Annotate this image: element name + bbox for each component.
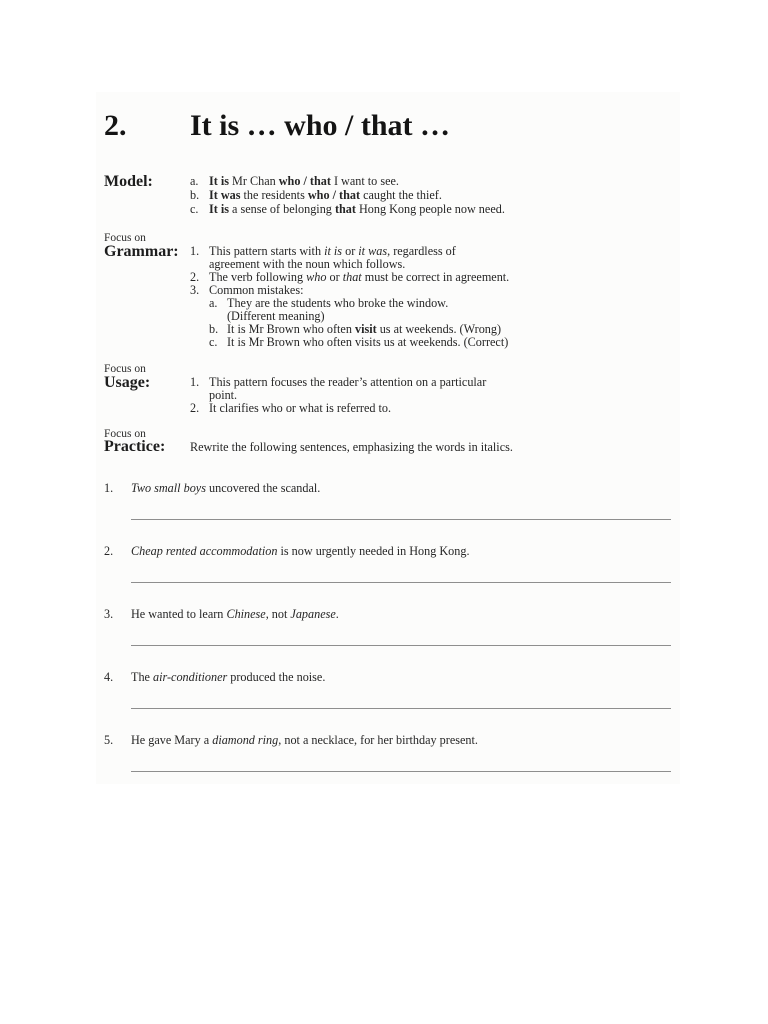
answer-input-3[interactable] [131,626,671,644]
grammar-subline [209,336,508,349]
emphasis-italic: Two small boys [131,481,206,495]
answer-line [131,582,671,583]
text-run: Mr Chan [228,174,279,188]
grammar-subline-marker: c. [209,335,218,349]
text-run: is now urgently needed in Hong Kong. [277,544,470,558]
text-run: (Different meaning) [227,309,325,323]
emphasis-italic: it is [324,244,343,258]
model-label: Model: [104,173,153,190]
answer-line [131,519,671,520]
text-run: , not [265,607,291,621]
exercise-sentence [131,607,339,621]
answer-line [131,708,671,709]
exercise-item [104,734,478,747]
emphasis-italic: Chinese [226,607,266,621]
practice-focus-label: Focus on [104,428,146,440]
usage-line-text [209,401,391,415]
grammar-line-marker: 2. [190,270,200,284]
text-run: uncovered the scandal. [205,481,321,495]
text-run: Common mistakes: [209,283,304,297]
grammar-line-text [209,283,303,297]
practice-instruction: Rewrite the following sentences, emphasizing the words in italics. [190,440,513,454]
text-run: I want to see. [330,174,399,188]
text-run: produced the noise. [227,670,326,684]
text-run: agreement with the noun which follows. [209,257,406,271]
grammar-focus-label: Focus on [104,232,146,244]
exercise-sentence [131,544,470,558]
text-run: It is Mr Brown who often visits us at weekends. (Correct) [227,335,509,349]
text-run: must be correct in agreement. [361,270,510,284]
text-run: us at weekends. (Wrong) [376,322,502,336]
chapter-number: 2. [104,109,127,142]
model-item-text [209,188,442,202]
emphasis-bold: who / that [307,188,361,202]
answer-input-5[interactable] [131,752,671,770]
exercise-number: 3. [104,607,114,621]
emphasis-italic: Cheap rented accommodation [131,544,278,558]
answer-line [131,645,671,646]
answer-line [131,771,671,772]
text-run: caught the thief. [360,188,442,202]
model-item-marker: b. [190,188,200,202]
exercise-item [104,482,320,495]
grammar-line-text [227,309,325,323]
text-run: the residents [240,188,308,202]
emphasis-bold: who / that [278,174,331,188]
grammar-line-marker: 3. [190,283,200,297]
model-item-a [190,175,399,188]
grammar-line-text [209,270,509,284]
text-run: The [131,670,153,684]
grammar-line-text [209,244,456,258]
text-run: It clarifies who or what is referred to. [209,401,392,415]
text-run: This pattern starts with [209,244,325,258]
answer-input-4[interactable] [131,689,671,707]
text-run: , regardless of [387,244,456,258]
text-run: . [335,607,339,621]
text-run: or [342,244,359,258]
emphasis-bold: It was [209,188,241,202]
grammar-subline-marker: a. [209,296,218,310]
text-run: a sense of belonging [228,202,335,216]
text-run: They are the students who broke the window. [227,296,449,310]
exercise-sentence [131,733,478,747]
text-run: This pattern focuses the reader’s attention on a particular [209,375,487,389]
usage-line-text [209,388,237,402]
text-run: It is Mr Brown who often [227,322,355,336]
usage-line-text [209,375,486,389]
grammar-line-text [227,296,448,310]
exercise-number: 4. [104,670,114,684]
emphasis-italic: air-conditioner [153,670,228,684]
emphasis-bold: that [334,202,356,216]
emphasis-italic: diamond ring [212,733,279,747]
exercise-item [104,671,325,684]
text-run: , not a necklace, for her birthday present. [278,733,478,747]
emphasis-italic: it was [358,244,388,258]
exercise-item [104,608,339,621]
grammar-line-text [209,257,405,271]
usage-line-marker: 2. [190,401,200,415]
exercise-number: 5. [104,733,114,747]
model-item-text [209,174,399,188]
grammar-subline-marker: b. [209,322,219,336]
text-run: point. [209,388,238,402]
grammar-line-marker: 1. [190,244,200,258]
model-item-c [190,203,505,216]
emphasis-bold: It is [209,174,229,188]
emphasis-italic: that [342,270,362,284]
answer-input-2[interactable] [131,563,671,581]
model-item-b [190,189,442,202]
emphasis-bold: It is [209,202,229,216]
grammar-label: Grammar: [104,243,179,260]
usage-line-marker: 1. [190,375,200,389]
emphasis-italic: who [306,270,327,284]
usage-focus-label: Focus on [104,363,146,375]
text-run: Hong Kong people now need. [355,202,505,216]
usage-line [190,402,391,415]
grammar-line-text [227,322,501,336]
exercise-sentence [131,481,320,495]
model-item-marker: c. [190,202,199,216]
model-item-marker: a. [190,174,199,188]
exercise-item [104,545,470,558]
exercise-sentence [131,670,325,684]
chapter-title: It is … who / that … [190,109,451,142]
exercise-number: 1. [104,481,114,495]
grammar-line-text [227,335,508,349]
exercise-number: 2. [104,544,114,558]
usage-label: Usage: [104,374,151,391]
emphasis-bold: visit [354,322,377,336]
emphasis-italic: Japanese [290,607,336,621]
answer-input-1[interactable] [131,500,671,518]
text-run: or [326,270,343,284]
text-run: He gave Mary a [131,733,213,747]
text-run: He wanted to learn [131,607,227,621]
model-item-text [209,202,505,216]
practice-label: Practice: [104,438,166,455]
text-run: The verb following [209,270,307,284]
